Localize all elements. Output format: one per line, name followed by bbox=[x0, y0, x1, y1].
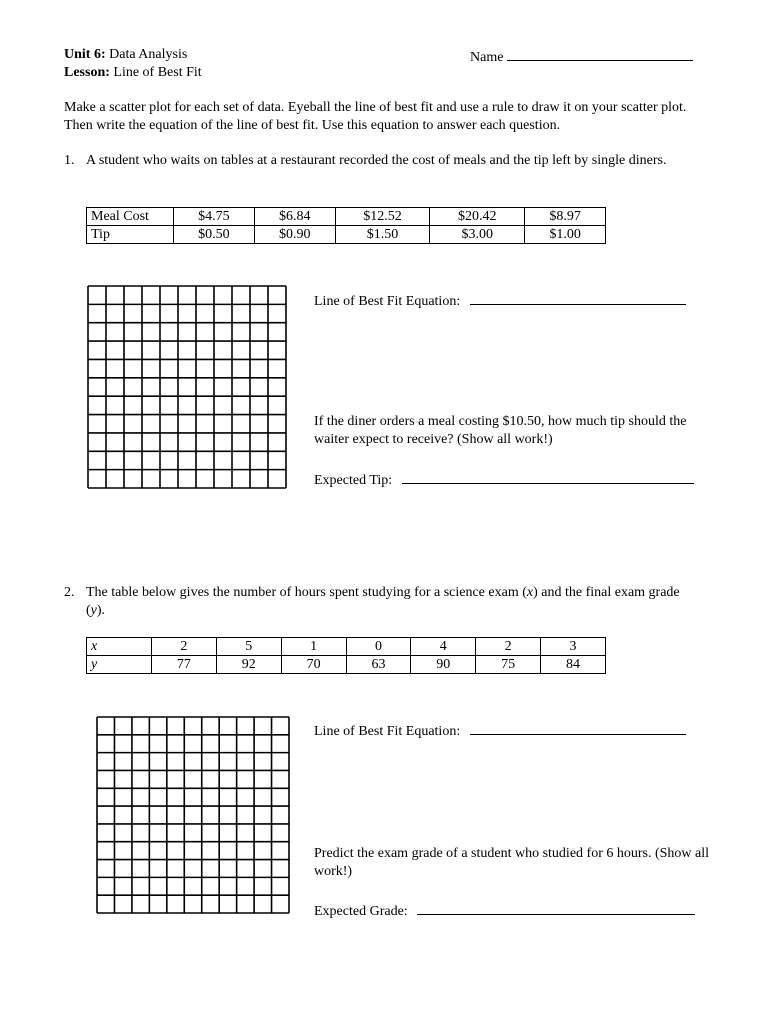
table-row bbox=[87, 226, 606, 244]
table-cell: 90 bbox=[411, 656, 476, 674]
q2-text bbox=[86, 584, 696, 620]
q2-answer-label: Expected Grade: bbox=[314, 904, 408, 919]
lesson-label: Lesson: bbox=[64, 65, 110, 80]
table-row-head: Tip bbox=[87, 226, 174, 244]
table-cell: 70 bbox=[281, 656, 346, 674]
q1-data-table bbox=[86, 207, 606, 244]
q2-text-x: x bbox=[526, 585, 534, 600]
q1-number: 1. bbox=[64, 153, 75, 168]
table-cell: 77 bbox=[152, 656, 217, 674]
q2-graph-grid[interactable] bbox=[96, 716, 290, 914]
lesson-heading bbox=[64, 64, 202, 82]
q2-answer-field[interactable] bbox=[314, 900, 695, 921]
table-cell: 2 bbox=[152, 638, 217, 656]
q2-data-table bbox=[86, 637, 606, 674]
name-field[interactable] bbox=[470, 46, 693, 67]
q1-graph-grid[interactable] bbox=[87, 285, 287, 489]
table-cell: $12.52 bbox=[335, 208, 430, 226]
instructions: Make a scatter plot for each set of data. Eyeball the line of best fit and use a rule to draw it on your scatter plot. Then write the equation of the line of best fit. Use this equation to answer each question. bbox=[64, 100, 687, 134]
table-cell: 4 bbox=[411, 638, 476, 656]
table-cell: 92 bbox=[216, 656, 281, 674]
table-row bbox=[87, 638, 606, 656]
table-row-head: x bbox=[87, 638, 152, 656]
table-cell: $6.84 bbox=[254, 208, 335, 226]
graph-grid-svg bbox=[87, 285, 287, 489]
q1-question: If the diner orders a meal costing $10.50, how much tip should the waiter expect to receive? (Show all work!) bbox=[314, 414, 687, 448]
q2-text-part: The table below gives the number of hours spent studying for a science exam ( bbox=[86, 585, 527, 600]
table-cell: 5 bbox=[216, 638, 281, 656]
lesson-value: Line of Best Fit bbox=[113, 65, 202, 80]
table-row-head: y bbox=[87, 656, 152, 674]
table-row-head: Meal Cost bbox=[87, 208, 174, 226]
q2-equation-blank[interactable] bbox=[470, 720, 686, 735]
table-cell: 3 bbox=[541, 638, 606, 656]
q1-answer-label: Expected Tip: bbox=[314, 473, 393, 488]
table-cell: $1.00 bbox=[525, 226, 606, 244]
table-cell: 0 bbox=[346, 638, 411, 656]
q1-text: A student who waits on tables at a restaurant recorded the cost of meals and the tip left by single diners. bbox=[86, 153, 667, 168]
q1-answer-blank[interactable] bbox=[402, 469, 694, 484]
q2-answer-blank[interactable] bbox=[417, 900, 695, 915]
graph-grid-svg bbox=[96, 716, 290, 914]
table-row bbox=[87, 656, 606, 674]
q1-answer-field[interactable] bbox=[314, 469, 694, 490]
table-cell: 1 bbox=[281, 638, 346, 656]
q2-text-part: ). bbox=[96, 603, 106, 619]
table-cell: $1.50 bbox=[335, 226, 430, 244]
table-cell: $4.75 bbox=[174, 208, 255, 226]
table-cell: 63 bbox=[346, 656, 411, 674]
table-row bbox=[87, 208, 606, 226]
unit-label: Unit 6: bbox=[64, 47, 106, 62]
table-cell: $0.90 bbox=[254, 226, 335, 244]
table-cell: 2 bbox=[476, 638, 541, 656]
table-cell: $20.42 bbox=[430, 208, 525, 226]
table-cell: $0.50 bbox=[174, 226, 255, 244]
table-cell: 84 bbox=[541, 656, 606, 674]
table-cell: $3.00 bbox=[430, 226, 525, 244]
unit-value: Data Analysis bbox=[109, 47, 188, 62]
name-blank[interactable] bbox=[507, 46, 693, 61]
q2-question: Predict the exam grade of a student who studied for 6 hours. (Show all work!) bbox=[314, 846, 710, 880]
table-cell: $8.97 bbox=[525, 208, 606, 226]
unit-heading bbox=[64, 46, 187, 64]
q1-equation-label: Line of Best Fit Equation: bbox=[314, 294, 461, 309]
q2-equation-label: Line of Best Fit Equation: bbox=[314, 724, 461, 739]
q2-text-y: y bbox=[90, 603, 97, 619]
q2-number: 2. bbox=[64, 585, 75, 600]
table-cell: 75 bbox=[476, 656, 541, 674]
q1-equation-field[interactable] bbox=[314, 290, 686, 311]
name-label: Name bbox=[470, 50, 504, 65]
q1-equation-blank[interactable] bbox=[470, 290, 686, 305]
q2-equation-field[interactable] bbox=[314, 720, 686, 741]
q2-text-part: ) and the final exam grade ( bbox=[86, 585, 680, 619]
